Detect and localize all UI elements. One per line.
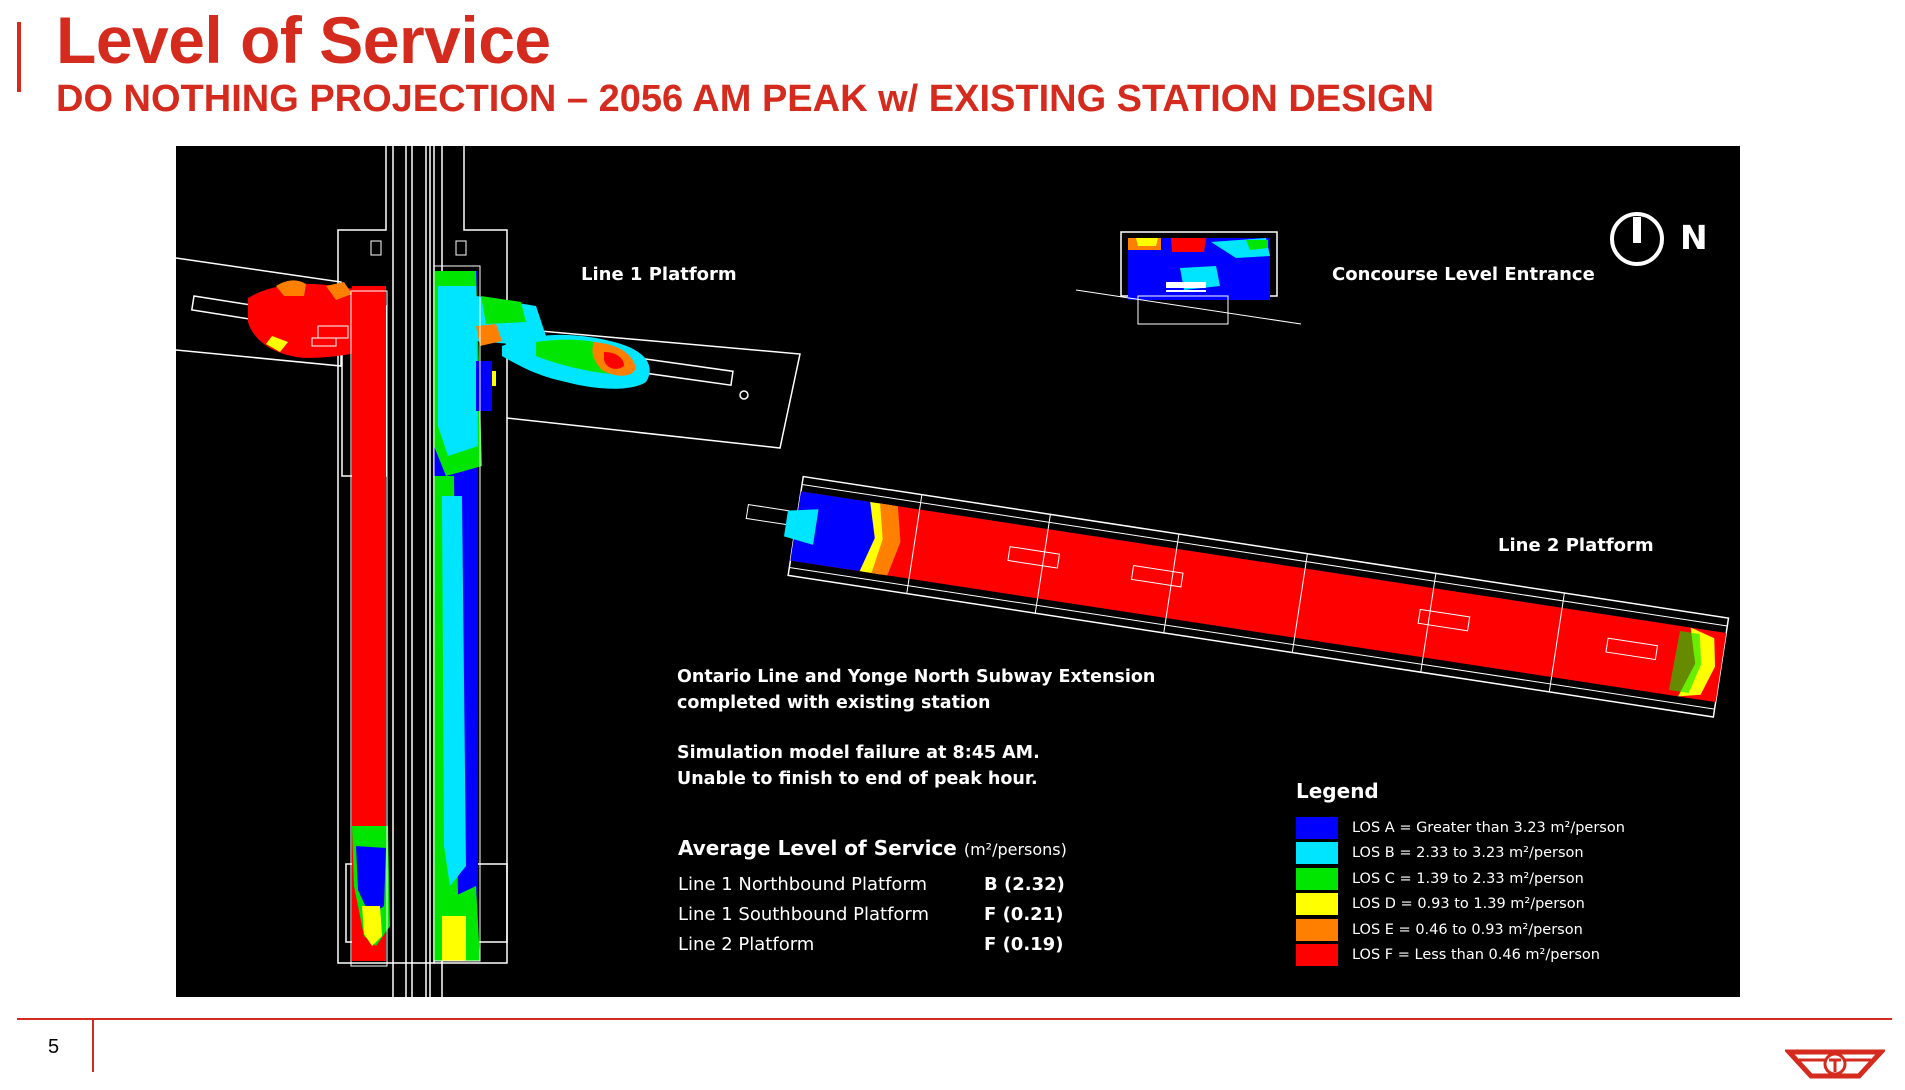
average-los-title: Average Level of Service bbox=[678, 836, 957, 860]
page-subtitle: DO NOTHING PROJECTION – 2056 AM PEAK w/ EXISTING STATION DESIGN bbox=[56, 78, 1435, 120]
legend-label: LOS B = 2.33 to 3.23 m²/person bbox=[1352, 845, 1584, 862]
legend-item bbox=[1296, 815, 1625, 841]
average-los-row bbox=[678, 899, 1067, 929]
platform-name: Line 2 Platform bbox=[678, 933, 815, 955]
line2-platform-label: Line 2 Platform bbox=[1498, 535, 1654, 556]
platform-los-value: B (2.32) bbox=[984, 873, 1065, 895]
ttc-logo-icon bbox=[1785, 1040, 1885, 1082]
legend-swatch bbox=[1296, 893, 1338, 915]
average-los-table bbox=[678, 836, 1067, 959]
scenario-note bbox=[677, 664, 1155, 716]
legend-label: LOS D = 0.93 to 1.39 m²/person bbox=[1352, 896, 1585, 913]
page-title: Level of Service bbox=[56, 3, 551, 77]
legend-heading: Legend bbox=[1296, 779, 1379, 803]
footer-page-divider bbox=[92, 1020, 94, 1072]
platform-name: Line 1 Southbound Platform bbox=[678, 903, 930, 925]
failure-note bbox=[677, 740, 1040, 792]
average-los-row bbox=[678, 929, 1067, 959]
legend-item bbox=[1296, 866, 1625, 892]
legend-label: LOS A = Greater than 3.23 m²/person bbox=[1352, 819, 1625, 836]
platform-name: Line 1 Northbound Platform bbox=[678, 873, 928, 895]
failure-note-line: Unable to finish to end of peak hour. bbox=[677, 769, 1038, 789]
line1-platform-label: Line 1 Platform bbox=[581, 264, 737, 285]
footer-divider bbox=[17, 1018, 1892, 1020]
title-accent-bar bbox=[17, 22, 21, 92]
north-arrow-icon bbox=[1609, 211, 1665, 267]
legend-swatch bbox=[1296, 944, 1338, 966]
legend-label: LOS F = Less than 0.46 m²/person bbox=[1352, 947, 1600, 964]
legend-label: LOS C = 1.39 to 2.33 m²/person bbox=[1352, 870, 1584, 887]
platform-los-value: F (0.19) bbox=[984, 933, 1064, 955]
legend-swatch bbox=[1296, 817, 1338, 839]
legend-swatch bbox=[1296, 842, 1338, 864]
legend-swatch bbox=[1296, 919, 1338, 941]
line1-density-heatmap bbox=[248, 271, 650, 966]
failure-note-line: Simulation model failure at 8:45 AM. bbox=[677, 743, 1040, 763]
legend-item bbox=[1296, 892, 1625, 918]
los-legend bbox=[1296, 779, 1625, 968]
north-label: N bbox=[1680, 218, 1708, 257]
scenario-note-line: Ontario Line and Yonge North Subway Extension bbox=[677, 667, 1156, 687]
average-los-unit: (m²/persons) bbox=[963, 840, 1067, 859]
platform-los-value: F (0.21) bbox=[984, 903, 1064, 925]
legend-label: LOS E = 0.46 to 0.93 m²/person bbox=[1352, 921, 1583, 938]
concourse-entrance-label: Concourse Level Entrance bbox=[1332, 264, 1595, 285]
scenario-note-line: completed with existing station bbox=[677, 693, 991, 713]
average-los-row bbox=[678, 869, 1067, 899]
legend-item bbox=[1296, 917, 1625, 943]
legend-item bbox=[1296, 841, 1625, 867]
average-los-heading bbox=[678, 836, 1067, 860]
legend-swatch bbox=[1296, 868, 1338, 890]
concourse-entrance-plan bbox=[1076, 232, 1301, 324]
simulation-map-panel bbox=[176, 146, 1740, 997]
legend-item bbox=[1296, 943, 1625, 969]
page-number: 5 bbox=[48, 1036, 60, 1058]
